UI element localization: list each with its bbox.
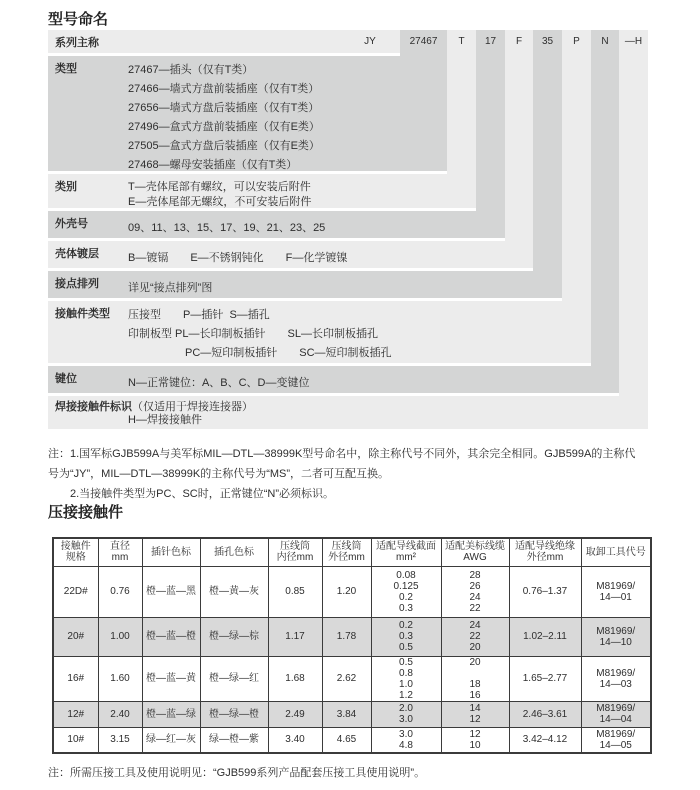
naming-band-line: 压接型 P—插针 S—插孔 <box>128 309 270 321</box>
code-cell: 35 <box>541 36 554 47</box>
naming-band-4 <box>48 241 533 268</box>
naming-code-column-7 <box>619 30 648 429</box>
naming-band-label <box>55 305 110 321</box>
cell-awg: 24 22 20 <box>441 617 509 656</box>
table-header-row <box>53 538 651 566</box>
cell-socket-color: 绿—橙—紫 <box>200 727 268 753</box>
cell-spec: 20# <box>53 617 98 656</box>
naming-band-label <box>55 370 77 386</box>
table-row-16# <box>53 656 651 701</box>
cell-wire-mm2: 0.5 0.8 1.0 1.2 <box>371 656 441 701</box>
cell-insulation-od: 1.02–2.11 <box>509 617 581 656</box>
cell-spec: 10# <box>53 727 98 753</box>
column-header-3: 插孔色标 <box>200 538 268 566</box>
note-line: 注：1.国军标GJB599A与美军标MIL—DTL—38999K型号命名中，除主称代号不同外，其余完全相同。GJB599A的主称代 <box>48 448 636 460</box>
crimp-contact-table <box>52 537 652 754</box>
naming-band-label-text: 外壳号 <box>55 218 88 230</box>
table-row-20# <box>53 617 651 656</box>
naming-band-label <box>55 178 77 194</box>
naming-band-line: 27505—盒式方盘后装插座（仅有E类） <box>128 140 320 152</box>
cell-tool: M81969/ 14—01 <box>581 566 651 617</box>
cell-socket-color: 橙—绿—橙 <box>200 701 268 727</box>
cell-pin-color: 橙—蓝—绿 <box>142 701 200 727</box>
naming-band-line: 27467—插头（仅有T类） <box>128 64 254 76</box>
cell-barrel-od: 1.78 <box>322 617 371 656</box>
code-cell: N <box>601 36 609 47</box>
cell-diameter: 1.60 <box>98 656 142 701</box>
naming-code-column-5 <box>562 30 591 363</box>
naming-band-line: 详见“接点排列”图 <box>128 282 213 294</box>
cell-diameter: 2.40 <box>98 701 142 727</box>
cell-barrel-id: 1.17 <box>268 617 322 656</box>
column-header-4: 压线筒 内径mm <box>268 538 322 566</box>
code-cell: 27467 <box>409 36 438 47</box>
naming-band-0 <box>48 30 400 53</box>
column-header-8: 适配导线绝缘 外径mm <box>509 538 581 566</box>
column-header-1: 直径 mm <box>98 538 142 566</box>
page-title-crimp-contacts: 压接接触件 <box>48 504 124 521</box>
cell-barrel-od: 2.62 <box>322 656 371 701</box>
naming-band-6 <box>48 301 591 363</box>
code-cell: F <box>515 36 523 47</box>
cell-awg: 14 12 <box>441 701 509 727</box>
naming-code-column-4 <box>533 30 562 298</box>
column-header-6: 适配导线截面 mm² <box>371 538 441 566</box>
naming-band-label-text: 键位 <box>55 373 77 385</box>
naming-band-line: H—焊接接触件 <box>128 414 202 426</box>
cell-barrel-id: 1.68 <box>268 656 322 701</box>
naming-band-label-text: 接点排列 <box>55 278 99 290</box>
cell-pin-color: 橙—蓝—黄 <box>142 656 200 701</box>
naming-band-line: 27468—螺母安装插座（仅有T类） <box>128 159 298 171</box>
cell-spec: 16# <box>53 656 98 701</box>
cell-wire-mm2: 0.2 0.3 0.5 <box>371 617 441 656</box>
cell-socket-color: 橙—绿—棕 <box>200 617 268 656</box>
cell-barrel-od: 4.65 <box>322 727 371 753</box>
note-line: 2.当接触件类型为PC、SC时，正常键位“N”必须标识。 <box>70 488 335 500</box>
cell-pin-color: 橙—蓝—橙 <box>142 617 200 656</box>
page-title-model-naming: 型号命名 <box>48 11 109 28</box>
naming-band-2 <box>48 174 476 208</box>
code-cell: T <box>458 36 465 47</box>
cell-awg: 20 18 16 <box>441 656 509 701</box>
cell-insulation-od: 3.42–4.12 <box>509 727 581 753</box>
column-header-7: 适配美标线缆 AWG <box>441 538 509 566</box>
code-cell: P <box>573 36 580 47</box>
naming-band-line: 27466—墙式方盘前装插座（仅有T类） <box>128 83 320 95</box>
cell-tool: M81969/ 14—04 <box>581 701 651 727</box>
naming-band-7 <box>48 366 619 393</box>
cell-wire-mm2: 3.0 4.8 <box>371 727 441 753</box>
cell-socket-color: 橙—绿—红 <box>200 656 268 701</box>
cell-awg: 12 10 <box>441 727 509 753</box>
cell-diameter: 3.15 <box>98 727 142 753</box>
note-line: 号为“JY”，MIL—DTL—38999K的主称代号为“MS”，二者可互配互换。 <box>48 468 390 480</box>
cell-barrel-id: 2.49 <box>268 701 322 727</box>
naming-band-label-text: 接触件类型 <box>55 308 110 320</box>
naming-band-label <box>55 245 99 261</box>
naming-band-label-text: 系列主称 <box>55 37 99 49</box>
cell-barrel-id: 0.85 <box>268 566 322 617</box>
naming-band-8 <box>48 396 648 429</box>
cell-spec: 12# <box>53 701 98 727</box>
crimp-contact-table-wrap <box>52 537 652 754</box>
naming-band-3 <box>48 211 505 238</box>
column-header-5: 压线筒 外径mm <box>322 538 371 566</box>
column-header-9: 取卸工具代号 <box>581 538 651 566</box>
crimp-tool-note: 注：所需压接工具及使用说明见：“GJB599系列产品配套压接工具使用说明”。 <box>48 767 426 779</box>
table-row-22D# <box>53 566 651 617</box>
naming-code-column-6 <box>591 30 619 393</box>
naming-band-line: 09、11、13、15、17、19、21、23、25 <box>128 222 326 234</box>
naming-band-label <box>55 275 99 291</box>
cell-wire-mm2: 2.0 3.0 <box>371 701 441 727</box>
naming-band-label-text: 壳体镀层 <box>55 248 99 260</box>
cell-spec: 22D# <box>53 566 98 617</box>
naming-band-label-text: 类别 <box>55 181 77 193</box>
cell-diameter: 0.76 <box>98 566 142 617</box>
column-header-0: 接触件 规格 <box>53 538 98 566</box>
cell-barrel-id: 3.40 <box>268 727 322 753</box>
cell-awg: 28 26 24 22 <box>441 566 509 617</box>
naming-band-line: B—镀镉 E—不锈钢钝化 F—化学镀镍 <box>128 252 348 264</box>
cell-tool: M81969/ 14—03 <box>581 656 651 701</box>
naming-band-1 <box>48 56 447 171</box>
naming-band-5 <box>48 271 562 298</box>
cell-tool: M81969/ 14—05 <box>581 727 651 753</box>
column-header-2: 插针色标 <box>142 538 200 566</box>
naming-band-label-text: 类型 <box>55 63 77 75</box>
naming-code-column-1 <box>447 30 476 208</box>
naming-code-column-0 <box>400 30 447 171</box>
code-cell: —H <box>624 36 643 47</box>
cell-barrel-od: 3.84 <box>322 701 371 727</box>
naming-band-line: T—壳体尾部有螺纹，可以安装后附件 <box>128 181 311 193</box>
cell-socket-color: 橙—黄—灰 <box>200 566 268 617</box>
code-cell: 17 <box>484 36 497 47</box>
cell-wire-mm2: 0.08 0.125 0.2 0.3 <box>371 566 441 617</box>
naming-band-line: N—正常键位：A、B、C、D—变键位 <box>128 377 310 389</box>
naming-band-label-text: 焊接接触件标识 <box>55 401 132 413</box>
cell-pin-color: 绿—红—灰 <box>142 727 200 753</box>
cell-diameter: 1.00 <box>98 617 142 656</box>
cell-barrel-od: 1.20 <box>322 566 371 617</box>
naming-band-line: E—壳体尾部无螺纹，不可安装后附件 <box>128 196 312 208</box>
cell-tool: M81969/ 14—10 <box>581 617 651 656</box>
cell-insulation-od: 0.76–1.37 <box>509 566 581 617</box>
naming-band-line: 27496—盒式方盘前装插座（仅有E类） <box>128 121 320 133</box>
naming-band-line: 印制板型 PL—长印制板插针 SL—长印制板插孔 <box>128 328 378 340</box>
naming-band-label <box>55 34 99 50</box>
table-row-10# <box>53 727 651 753</box>
naming-band-line: 27656—墙式方盘后装插座（仅有T类） <box>128 102 320 114</box>
cell-pin-color: 橙—蓝—黑 <box>142 566 200 617</box>
naming-band-label-suffix: （仅适用于焊接连接器） <box>132 401 253 413</box>
naming-band-line: PC—短印制板插针 SC—短印制板插孔 <box>185 347 392 359</box>
cell-insulation-od: 1.65–2.77 <box>509 656 581 701</box>
naming-band-label <box>55 215 88 231</box>
cell-insulation-od: 2.46–3.61 <box>509 701 581 727</box>
naming-code-column-2 <box>476 30 505 238</box>
table-row-12# <box>53 701 651 727</box>
naming-band-label <box>55 60 77 76</box>
code-cell-series: JY <box>364 36 376 47</box>
naming-code-column-3 <box>505 30 533 268</box>
